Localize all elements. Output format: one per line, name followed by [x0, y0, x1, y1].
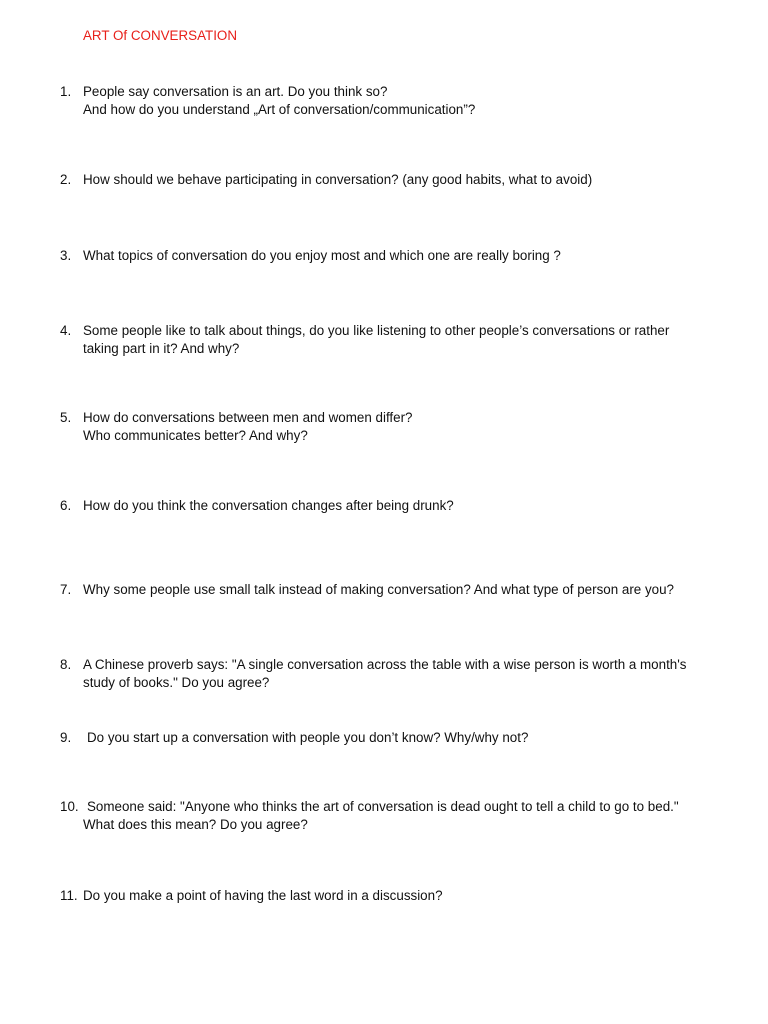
question-line: Who communicates better? And why?	[83, 428, 308, 443]
question-number: 9.	[60, 730, 72, 745]
question-text	[83, 497, 730, 515]
question-line: How do conversations between men and women differ?	[83, 410, 413, 425]
question-item	[60, 729, 730, 747]
question-line: And how do you understand „Art of conversation/communication”?	[83, 102, 476, 117]
question-item	[60, 171, 730, 189]
document-title: ART Of CONVERSATION	[83, 28, 238, 43]
question-line: taking part in it? And why?	[83, 341, 240, 356]
question-line: How do you think the conversation changes after being drunk?	[83, 498, 454, 513]
question-number: 4.	[60, 323, 72, 338]
question-number: 8.	[60, 657, 72, 672]
question-line: Why some people use small talk instead of making conversation? And what type of person are you?	[83, 582, 675, 597]
question-number: 11.	[60, 888, 78, 903]
question-line: What does this mean? Do you agree?	[83, 817, 308, 832]
question-item	[60, 322, 730, 358]
question-line: What topics of conversation do you enjoy most and which one are really boring ?	[83, 248, 561, 263]
question-line: Someone said: "Anyone who thinks the art of conversation is dead ought to tell a child to go to bed."	[87, 799, 679, 814]
question-text	[83, 83, 730, 119]
question-text	[83, 656, 730, 692]
question-line: Some people like to talk about things, do you like listening to other people’s conversations or rather	[83, 323, 670, 338]
question-item	[60, 409, 730, 445]
question-number: 10.	[60, 799, 79, 814]
question-item	[60, 887, 730, 905]
question-number: 5.	[60, 410, 72, 425]
question-text	[83, 798, 730, 834]
question-item	[60, 798, 730, 834]
question-line: How should we behave participating in conversation? (any good habits, what to avoid)	[83, 172, 593, 187]
question-number: 1.	[60, 84, 72, 99]
question-line: People say conversation is an art. Do you think so?	[83, 84, 388, 99]
question-text	[83, 247, 730, 265]
question-text	[87, 729, 730, 747]
question-line: study of books." Do you agree?	[83, 675, 270, 690]
question-text	[83, 322, 730, 358]
question-item	[60, 247, 730, 265]
question-text	[83, 409, 730, 445]
question-number: 2.	[60, 172, 72, 187]
question-number: 7.	[60, 582, 72, 597]
question-line: Do you start up a conversation with people you don’t know? Why/why not?	[87, 730, 529, 745]
question-text	[83, 887, 730, 905]
question-item	[60, 497, 730, 515]
question-item	[60, 83, 730, 119]
question-line: A Chinese proverb says: "A single conversation across the table with a wise person is worth a month's	[83, 657, 687, 672]
question-number: 6.	[60, 498, 72, 513]
question-number: 3.	[60, 248, 72, 263]
question-item	[60, 656, 730, 692]
question-item	[60, 581, 730, 599]
question-text	[83, 581, 730, 599]
question-line: Do you make a point of having the last word in a discussion?	[83, 888, 443, 903]
question-text	[83, 171, 730, 189]
